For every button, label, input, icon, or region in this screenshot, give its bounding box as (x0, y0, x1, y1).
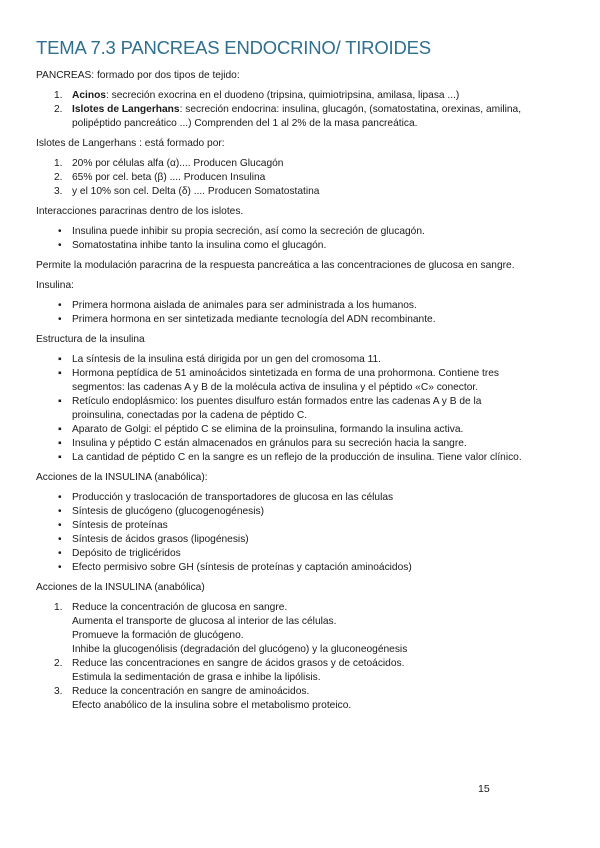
list-item: • Síntesis de ácidos grasos (lipogénesis) (58, 534, 249, 545)
list-item: ▪ Hormona peptídica de 51 aminoácidos sintetizada en forma de una prohormona. Contiene tres segmentos: las cadenas A y B de la molécula activa de insulina y el péptido «C» conector. (58, 368, 499, 393)
section-intro-actions: Acciones de la INSULINA (anabólica): (36, 472, 208, 483)
section-intro-actions-numbered: Acciones de la INSULINA (anabólica) (36, 582, 205, 593)
bullet-icon: • (58, 240, 62, 251)
list-item: • Somatostatina inhibe tanto la insulina como el glucagón. (58, 240, 327, 251)
list-item: • Insulina puede inhibir su propia secreción, así como la secreción de glucagón. (58, 226, 425, 237)
bullet-icon: • (58, 300, 62, 311)
list-item: 3. Reduce la concentración en sangre de aminoácidos. Efecto anabólico de la insulina sobre el metabolismo proteico. (54, 686, 352, 711)
page-title: TEMA 7.3 PANCREAS ENDOCRINO/ TIROIDES (36, 37, 431, 58)
section-intro-pancreas: PANCREAS: formado por dos tipos de tejido: (36, 70, 240, 81)
section-intro-insulin: Insulina: (36, 280, 74, 291)
list-item: ▪ Retículo endoplásmico: los puentes disulfuro están formados entre las cadenas A y B de la proinsulina, conectadas por la cadena de péptido C. (58, 396, 482, 421)
list-item: ▪ Insulina y péptido C están almacenados en gránulos para su secreción hacia la sangre. (58, 438, 467, 449)
bullet-icon: • (58, 226, 62, 237)
list-item: 1. Reduce la concentración de glucosa en sangre. Aumenta el transporte de glucosa al interior de las células. Promueve la formación de glucógeno. Inhibe la glucogenólisis (degradación del glucógeno) y la gluconeogénesis (54, 602, 408, 655)
bullet-icon: • (58, 562, 62, 573)
bullet-icon: • (58, 492, 62, 503)
square-bullet-icon: ▪ (58, 424, 62, 435)
list-item: • Primera hormona en ser sintetizada mediante tecnología del ADN recombinante. (58, 314, 436, 325)
actions-list (36, 491, 564, 575)
list-item: ▪ Aparato de Golgi: el péptido C se elimina de la proinsulina, formando la insulina activa. (58, 424, 464, 435)
section-intro-islets: Islotes de Langerhans : está formado por: (36, 138, 225, 149)
square-bullet-icon: ▪ (58, 396, 62, 407)
list-item: 1. Acinos: secreción exocrina en el duodeno (tripsina, quimiotripsina, amilasa, lipasa ...) (54, 90, 460, 101)
square-bullet-icon: ▪ (58, 368, 62, 379)
list-item: • Síntesis de glucógeno (glucogenogénesis) (58, 506, 264, 517)
list-item: 2. Reduce las concentraciones en sangre de ácidos grasos y de cetoácidos. Estimula la sedimentación de grasa e inhibe la lipólisis. (54, 658, 405, 683)
list-item: 3. y el 10% son cel. Delta (δ) .... Producen Somatostatina (54, 186, 320, 197)
actions-numbered-list (36, 601, 564, 713)
square-bullet-icon: ▪ (58, 452, 62, 463)
term: Acinos (72, 90, 106, 101)
bullet-icon: • (58, 520, 62, 531)
list-item: • Depósito de triglicéridos (58, 548, 181, 559)
term: Islotes de Langerhans (72, 104, 180, 115)
list-item: 2. 65% por cel. beta (β) .... Producen Insulina (54, 172, 266, 183)
list-item: ▪ La cantidad de péptido C en la sangre es un reflejo de la producción de insulina. Tiene valor clínico. (58, 452, 522, 463)
list-item: • Primera hormona aislada de animales para ser administrada a los humanos. (58, 300, 417, 311)
paracrine-list (36, 225, 564, 253)
square-bullet-icon: ▪ (58, 438, 62, 449)
document-page (36, 36, 564, 719)
structure-list (36, 353, 564, 465)
list-item: 2. Islotes de Langerhans: secreción endocrina: insulina, glucagón, (somatostatina, orexinas, amilina, polipéptido pancreático ...) Comprenden del 1 al 2% de la masa pancreática. (54, 104, 522, 129)
paracrine-note: Permite la modulación paracrina de la respuesta pancreática a las concentraciones de glucosa en sangre. (36, 260, 515, 271)
bullet-icon: • (58, 506, 62, 517)
bullet-icon: • (58, 548, 62, 559)
section-intro-paracrine: Interacciones paracrinas dentro de los islotes. (36, 206, 244, 217)
section-intro-structure: Estructura de la insulina (36, 334, 145, 345)
insulin-facts-list (36, 299, 564, 327)
list-item: 1. 20% por células alfa (α).... Producen Glucagón (54, 158, 284, 169)
list-item: ▪ La síntesis de la insulina está dirigida por un gen del cromosoma 11. (58, 354, 382, 365)
bullet-icon: • (58, 534, 62, 545)
tissue-list (36, 89, 564, 131)
list-item: • Efecto permisivo sobre GH (síntesis de proteínas y captación aminoácidos) (58, 562, 412, 573)
list-item: • Producción y traslocación de transportadores de glucosa en las células (58, 492, 394, 503)
cell-types-list (36, 157, 564, 199)
list-item: • Síntesis de proteínas (58, 520, 168, 531)
page-number: 15 (478, 783, 490, 795)
square-bullet-icon: ▪ (58, 354, 62, 365)
bullet-icon: • (58, 314, 62, 325)
